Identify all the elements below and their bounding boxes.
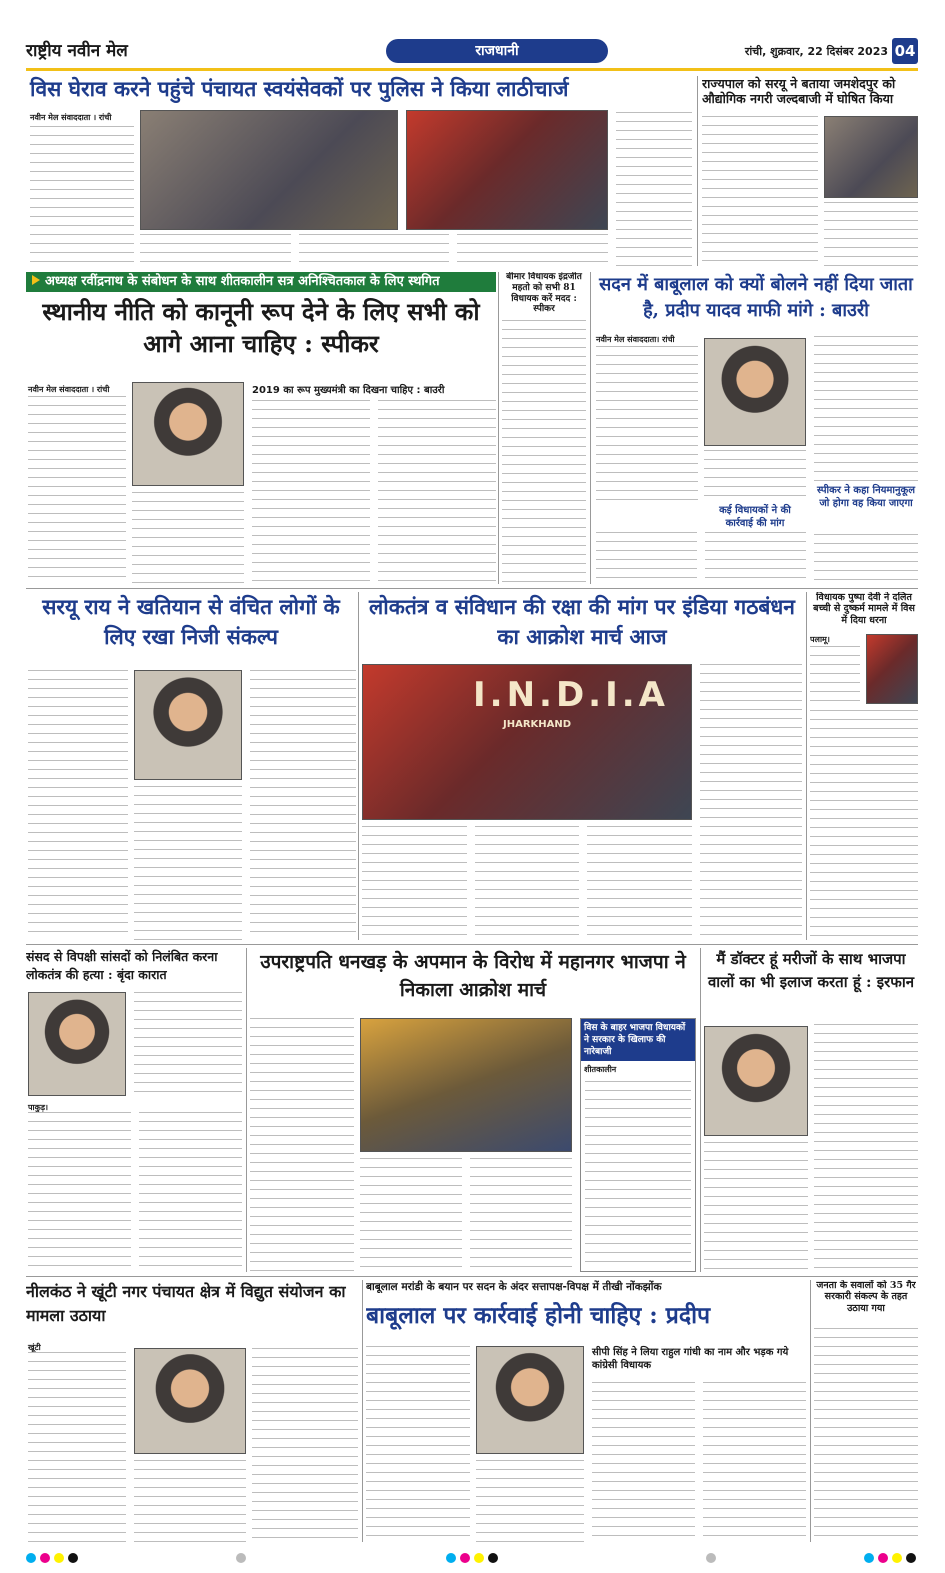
india-banner-text: I.N.D.I.A bbox=[473, 675, 669, 715]
column-rule bbox=[806, 592, 807, 940]
column-rule bbox=[700, 948, 701, 1272]
story-sick-mla[interactable] bbox=[502, 272, 586, 584]
neelkanth-photo bbox=[134, 1348, 246, 1454]
story-body-text bbox=[134, 1460, 246, 1542]
page-number: 04 bbox=[892, 38, 918, 64]
story-irfan[interactable] bbox=[704, 948, 918, 1272]
story-headline: विस घेराव करने पहुंचे पंचायत स्वयंसेवकों पर पुलिस ने किया लाठीचार्ज bbox=[30, 76, 569, 101]
box-headline: विस के बाहर भाजपा विधायकों ने सरकार के खिलाफ की नारेबाजी bbox=[581, 1019, 695, 1061]
registration-mark-icon bbox=[460, 1553, 470, 1563]
story-byline: नवीन मेल संवाददाता। रांची bbox=[596, 335, 675, 344]
story-body-text bbox=[814, 534, 918, 584]
story-speaker[interactable] bbox=[26, 296, 496, 584]
story-neelkanth[interactable] bbox=[26, 1280, 358, 1542]
story-body-text bbox=[592, 1382, 806, 1542]
story-body-text bbox=[360, 1158, 572, 1272]
story-dateline: पाकुड़। bbox=[28, 1103, 49, 1112]
registration-mark-icon bbox=[236, 1553, 246, 1563]
story-babulal-speak[interactable] bbox=[594, 272, 918, 584]
story-body-text bbox=[824, 202, 918, 266]
story-body-text bbox=[250, 670, 356, 940]
registration-mark-icon bbox=[488, 1553, 498, 1563]
story-body-text bbox=[132, 492, 244, 584]
registration-mark-icon bbox=[706, 1553, 716, 1563]
governor-photo bbox=[824, 116, 918, 198]
story-body-text bbox=[700, 664, 802, 940]
story-body-text bbox=[252, 1348, 358, 1542]
story-dalit-girl[interactable] bbox=[810, 592, 918, 940]
story-babulal-action[interactable] bbox=[366, 1280, 806, 1542]
story-body-text bbox=[585, 1081, 691, 1267]
protest-photo-2 bbox=[406, 110, 608, 230]
story-body-text bbox=[476, 1460, 584, 1542]
story-headline: विधायक पुष्पा देवी ने दलित बच्ची से दुष्कर्म मामले में विस में दिया धरना bbox=[813, 592, 915, 626]
story-body-text bbox=[250, 1018, 354, 1272]
story-body-text bbox=[28, 1352, 126, 1542]
story-body-text bbox=[502, 320, 586, 584]
story-body-text bbox=[704, 450, 806, 500]
story-saryu[interactable] bbox=[26, 592, 356, 940]
registration-mark-icon bbox=[446, 1553, 456, 1563]
story-brinda-karat[interactable] bbox=[26, 948, 242, 1272]
protest-photo-1 bbox=[140, 110, 398, 230]
registration-mark-icon bbox=[892, 1553, 902, 1563]
story-body-text bbox=[252, 400, 496, 584]
column-rule bbox=[810, 1280, 811, 1542]
story-governor[interactable] bbox=[702, 76, 918, 266]
story-body-text bbox=[702, 116, 818, 266]
story-body-text bbox=[704, 1142, 808, 1272]
story-headline: संसद से विपक्षी सांसदों को निलंबित करना लोकतंत्र की हत्या : बृंदा कारात bbox=[26, 949, 218, 982]
story-body-text bbox=[30, 126, 134, 266]
press-conference-photo bbox=[362, 664, 692, 820]
story-body-text bbox=[616, 112, 692, 266]
story-body-text bbox=[28, 670, 128, 940]
registration-mark-icon bbox=[40, 1553, 50, 1563]
pradeep-yadav-photo bbox=[704, 338, 806, 446]
registration-mark-icon bbox=[878, 1553, 888, 1563]
section-rule bbox=[26, 944, 918, 945]
brinda-karat-photo bbox=[28, 992, 126, 1096]
story-india-march[interactable] bbox=[362, 592, 802, 940]
speaker-photo bbox=[132, 382, 244, 486]
bjp-protest-box bbox=[580, 1018, 696, 1272]
story-body-text bbox=[362, 826, 692, 940]
box-dateline: शीतकालीन bbox=[584, 1065, 617, 1074]
bjp-march-photo bbox=[360, 1018, 572, 1152]
newspaper-brand: राष्ट्रीय नवीन मेल bbox=[26, 41, 128, 61]
section-rule bbox=[26, 588, 918, 589]
registration-mark-icon bbox=[474, 1553, 484, 1563]
story-byline: नवीन मेल संवाददाता । रांची bbox=[30, 113, 112, 122]
registration-mark-icon bbox=[68, 1553, 78, 1563]
story-dateline: खूंटी bbox=[28, 1343, 41, 1352]
column-rule bbox=[246, 948, 247, 1272]
masthead bbox=[26, 38, 918, 68]
column-rule bbox=[358, 592, 359, 940]
india-banner-sub: JHARKHAND bbox=[503, 719, 572, 730]
saryu-rai-photo bbox=[134, 670, 242, 780]
story-headline: मैं डॉक्टर हूं मरीजों के साथ भाजपा वालों का भी इलाज करता हूं : इरफान bbox=[707, 950, 915, 991]
story-dateline: पलामू। bbox=[810, 635, 830, 644]
story-headline: उपराष्ट्रपति धनखड़ के अपमान के विरोध में महानगर भाजपा ने निकाला आक्रोश मार्च bbox=[260, 951, 686, 1001]
section-rule bbox=[26, 1276, 918, 1277]
registration-mark-icon bbox=[54, 1553, 64, 1563]
story-body-text bbox=[596, 532, 806, 584]
pradeep-yadav-photo-2 bbox=[476, 1346, 584, 1454]
registration-mark-icon bbox=[26, 1553, 36, 1563]
story-body-text bbox=[814, 336, 918, 482]
story-headline: सरयू राय ने खतियान से वंचित लोगों के लिए रखा निजी संकल्प bbox=[42, 594, 340, 649]
registration-mark-icon bbox=[864, 1553, 874, 1563]
story-body-text bbox=[140, 234, 608, 266]
story-headline: राज्यपाल को सरयू ने बताया जमशेदपुर को औद्योगिक नगरी जल्दबाजी में घोषित किया bbox=[702, 76, 896, 106]
story-headline: बाबूलाल पर कार्रवाई होनी चाहिए : प्रदीप bbox=[366, 1302, 711, 1329]
story-headline: बीमार विधायक इंद्रजीत महतो को सभी 81 विधायक करें मदद : स्पीकर bbox=[506, 272, 582, 315]
story-headline: सदन में बाबूलाल को क्यों बोलने नहीं दिया जाता है, प्रदीप यादव माफी मांगे : बाउरी bbox=[599, 274, 913, 321]
column-rule bbox=[590, 272, 591, 584]
story-subhead: 2019 का रूप मुख्यमंत्री का दिखना चाहिए : बाउरी bbox=[252, 385, 445, 396]
section-label[interactable]: राजधानी bbox=[386, 39, 608, 63]
date-line: रांची, शुक्रवार, 22 दिसंबर 2023 bbox=[744, 45, 888, 58]
pushpa-devi-photo bbox=[866, 634, 918, 704]
column-rule bbox=[697, 76, 698, 266]
registration-mark-icon bbox=[906, 1553, 916, 1563]
story-body-text bbox=[134, 786, 242, 940]
story-body-text bbox=[810, 710, 918, 940]
story-headline: नीलकंठ ने खूंटी नगर पंचायत क्षेत्र में विद्युत संयोजन का मामला उठाया bbox=[26, 1282, 346, 1325]
column-rule bbox=[498, 272, 499, 584]
story-body-text bbox=[134, 992, 242, 1096]
story-lathicharge[interactable] bbox=[26, 76, 694, 266]
print-registration-strip bbox=[26, 1553, 918, 1565]
story-headline: स्थानीय नीति को कानूनी रूप देने के लिए सभी को आगे आना चाहिए : स्पीकर bbox=[42, 297, 480, 358]
session-adjourned-banner: अध्यक्ष रवींद्रनाथ के संबोधन के साथ शीतकालीन सत्र अनिश्चितकाल के लिए स्थगित bbox=[26, 272, 496, 292]
story-byline: नवीन मेल संवाददाता । रांची bbox=[28, 385, 110, 394]
column-rule bbox=[362, 1280, 363, 1542]
story-vp-insult[interactable] bbox=[250, 948, 696, 1272]
story-body-text bbox=[28, 1112, 242, 1272]
story-headline: जनता के सवालों को 35 गैर सरकारी संकल्प के तहत उठाया गया bbox=[816, 1280, 916, 1314]
mla-demand-box: कई विधायकों ने की कार्रवाई की मांग bbox=[719, 505, 791, 529]
story-body-text bbox=[814, 1328, 918, 1542]
story-headline: लोकतंत्र व संविधान की रक्षा की मांग पर इंडिया गठबंधन का आक्रोश मार्च आज bbox=[369, 594, 795, 649]
story-body-text bbox=[596, 346, 698, 500]
story-body-text bbox=[814, 1024, 918, 1272]
speaker-response-box: स्पीकर ने कहा नियमानुकूल जो होगा वह किया जाएगा bbox=[816, 485, 916, 509]
irfan-ansari-photo bbox=[704, 1026, 808, 1136]
story-body-text bbox=[366, 1346, 470, 1542]
story-non-govt-resolutions[interactable] bbox=[814, 1280, 918, 1542]
story-body-text bbox=[28, 396, 126, 584]
story-kicker: बाबूलाल मरांडी के बयान पर सदन के अंदर सत्तापक्ष-विपक्ष में तीखी नोंकझोंक bbox=[366, 1281, 662, 1293]
banner-arrow-icon bbox=[32, 275, 40, 285]
story-subhead: सीपी सिंह ने लिया राहुल गांधी का नाम और भड़क गये कांग्रेसी विधायक bbox=[592, 1347, 789, 1371]
header-rule bbox=[26, 68, 918, 71]
story-body-text bbox=[810, 646, 860, 706]
